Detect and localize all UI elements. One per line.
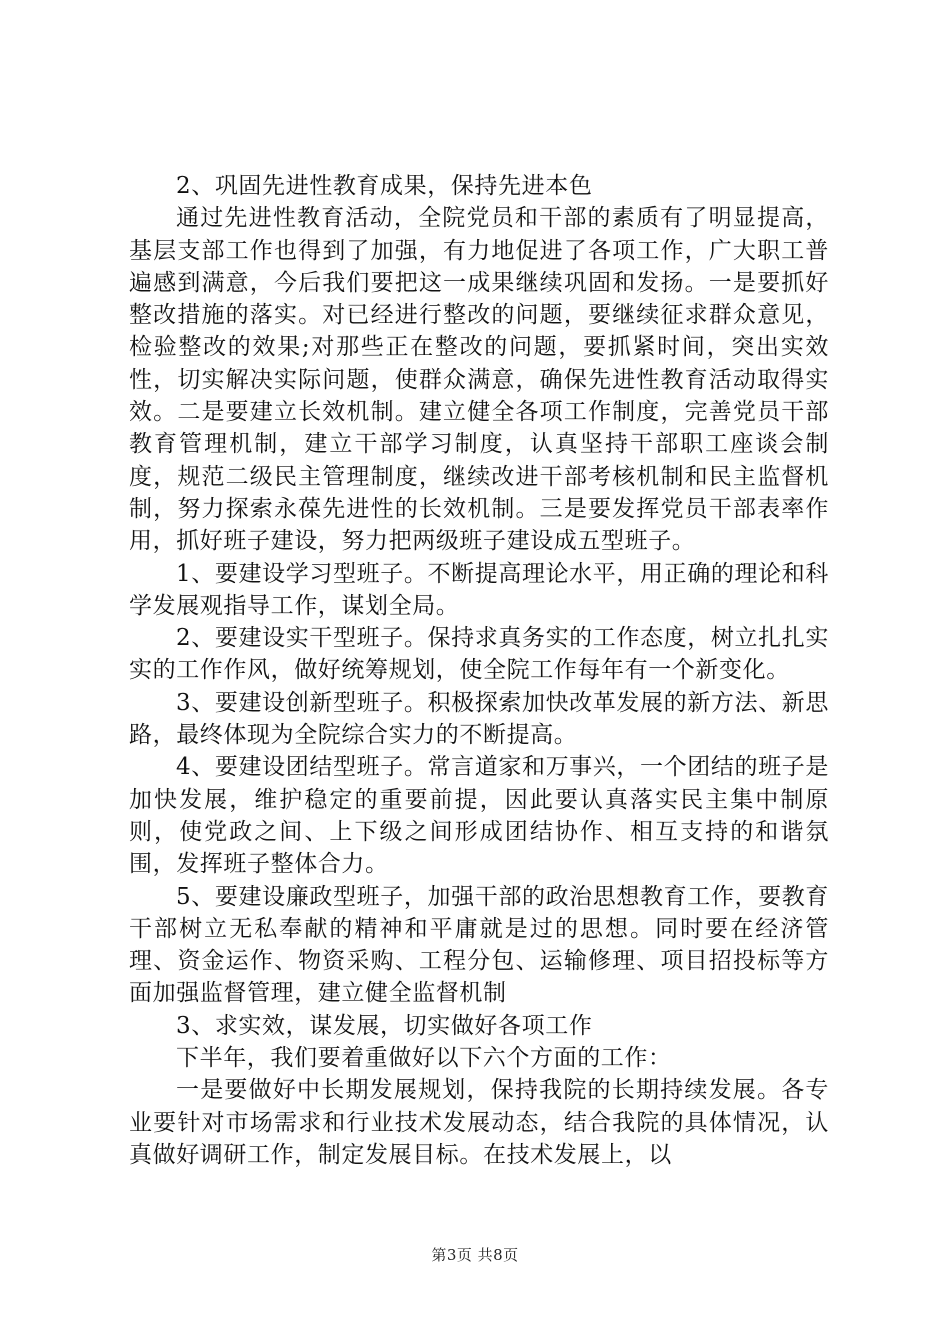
list-item: 1、要建设学习型班子。不断提高理论水平，用正确的理论和科学发展观指导工作，谋划全局。 (129, 560, 829, 619)
body-paragraph: 一是要做好中长期发展规划，保持我院的长期持续发展。各专业要针对市场需求和行业技术发展动态，结合我院的具体情况，认真做好调研工作，制定发展目标。在技术发展上，以 (129, 1077, 829, 1168)
body-paragraph: 通过先进性教育活动，全院党员和干部的素质有了明显提高，基层支部工作也得到了加强，有力地促进了各项工作，广大职工普遍感到满意，今后我们要把这一成果继续巩固和发扬。一是要抓好整改措施的落实。对已经进行整改的问题，要继续征求群众意见，检验整改的效果;对那些正在整改的问题，要抓紧时间，突出实效性，切实解决实际问题，使群众满意，确保先进性教育活动取得实效。二是要建立长效机制。建立健全各项工作制度，完善党员干部教育管理机制，建立干部学习制度，认真坚持干部职工座谈会制度，规范二级民主管理制度，继续改进干部考核机制和民主监督机制，努力探索永葆先进性的长效机制。三是要发挥党员干部表率作用，抓好班子建设，努力把两级班子建设成五型班子。 (129, 205, 829, 555)
document-body (129, 170, 829, 1171)
section-heading: 3、求实效，谋发展，切实做好各项工作 (176, 1012, 593, 1039)
page-number-footer: 第3页 共8页 (431, 1246, 519, 1264)
list-item: 5、要建设廉政型班子，加强干部的政治思想教育工作，要教育干部树立无私奉献的精神和平庸就是过的思想。同时要在经济管理、资金运作、物资采购、工程分包、运输修理、项目招投标等方面加强监督管理，建立健全监督机制 (129, 883, 829, 1007)
section-heading: 2、巩固先进性教育成果，保持先进本色 (176, 173, 593, 199)
body-paragraph: 下半年，我们要着重做好以下六个方面的工作： (176, 1045, 672, 1072)
list-item: 4、要建设团结型班子。常言道家和万事兴，一个团结的班子是加快发展，维护稳定的重要前提，因此要认真落实民主集中制原则，使党政之间、上下级之间形成团结协作、相互支持的和谐氛围，发挥班子整体合力。 (129, 754, 829, 878)
list-item: 3、要建设创新型班子。积极探索加快改革发展的新方法、新思路，最终体现为全院综合实力的不断提高。 (129, 689, 829, 749)
list-item: 2、要建设实干型班子。保持求真务实的工作态度，树立扎扎实实的工作作风，做好统筹规划，使全院工作每年有一个新变化。 (129, 625, 829, 684)
